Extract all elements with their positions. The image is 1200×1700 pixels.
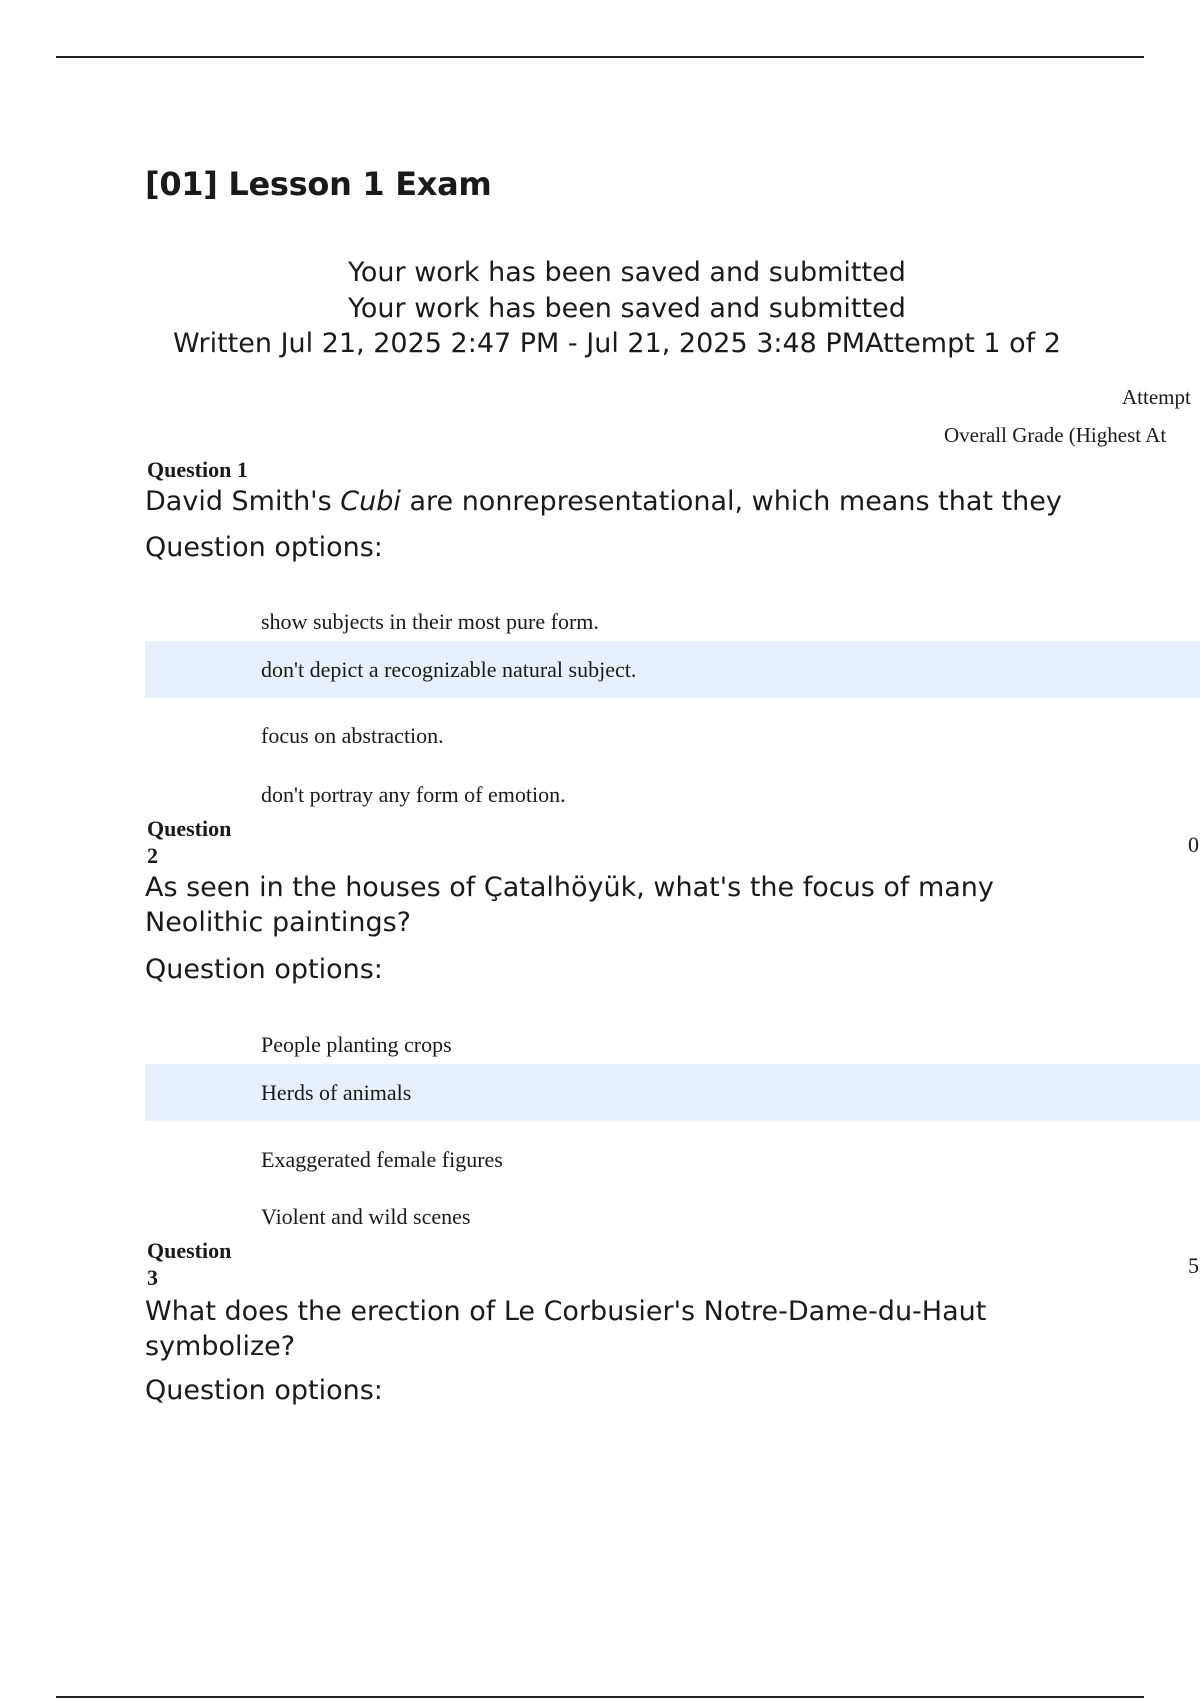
submission-status: Your work has been saved and submitted [348, 257, 906, 288]
question-1-heading: Question 1 [147, 457, 248, 482]
question-2-option-4[interactable]: Violent and wild scenes [261, 1204, 471, 1229]
question-1-option-4[interactable]: don't portray any form of emotion. [261, 782, 566, 807]
attempt-column-label: Attempt [1122, 385, 1191, 409]
overall-grade-label: Overall Grade (Highest At [944, 423, 1167, 447]
top-divider [56, 56, 1144, 58]
question-2-option-3[interactable]: Exaggerated female figures [261, 1147, 503, 1172]
question-1-option-1[interactable]: show subjects in their most pure form. [261, 609, 599, 634]
question-2-text: As seen in the houses of Çatalhöyük, what's the focus of many Neolithic paintings? [145, 872, 994, 938]
question-3-text: What does the erection of Le Corbusier's Notre-Dame-du-Haut symbolize? [145, 1296, 987, 1362]
question-1-option-3[interactable]: focus on abstraction. [261, 723, 444, 748]
question-2-option-2-selected[interactable]: Herds of animals [145, 1064, 1200, 1121]
question-1-option-2-selected[interactable]: don't depict a recognizable natural subject. [145, 641, 1200, 698]
question-2-option-1[interactable]: People planting crops [261, 1032, 452, 1057]
attempt-timestamp: Written Jul 21, 2025 2:47 PM - Jul 21, 2025 3:48 PMAttempt 1 of 2 [173, 328, 1061, 359]
question-1-text [145, 484, 1062, 519]
question-3-options-label: Question options: [145, 1375, 383, 1406]
question-1-text-italic: Cubi [340, 486, 401, 517]
question-2-heading: Question 2 [147, 816, 232, 868]
page-title: [01] Lesson 1 Exam [145, 165, 492, 203]
question-2-score: 0 [1188, 832, 1199, 857]
question-3-score: 5 [1188, 1253, 1199, 1278]
question-2-options-label: Question options: [145, 954, 383, 985]
question-1-text-end: are nonrepresentational, which means that they [400, 486, 1062, 517]
question-1-options-label: Question options: [145, 532, 383, 563]
bottom-divider [56, 1696, 1144, 1698]
question-1-text-start: David Smith's [145, 486, 341, 517]
submission-status-repeat: Your work has been saved and submitted [348, 293, 906, 324]
question-3-heading: Question 3 [147, 1238, 232, 1290]
